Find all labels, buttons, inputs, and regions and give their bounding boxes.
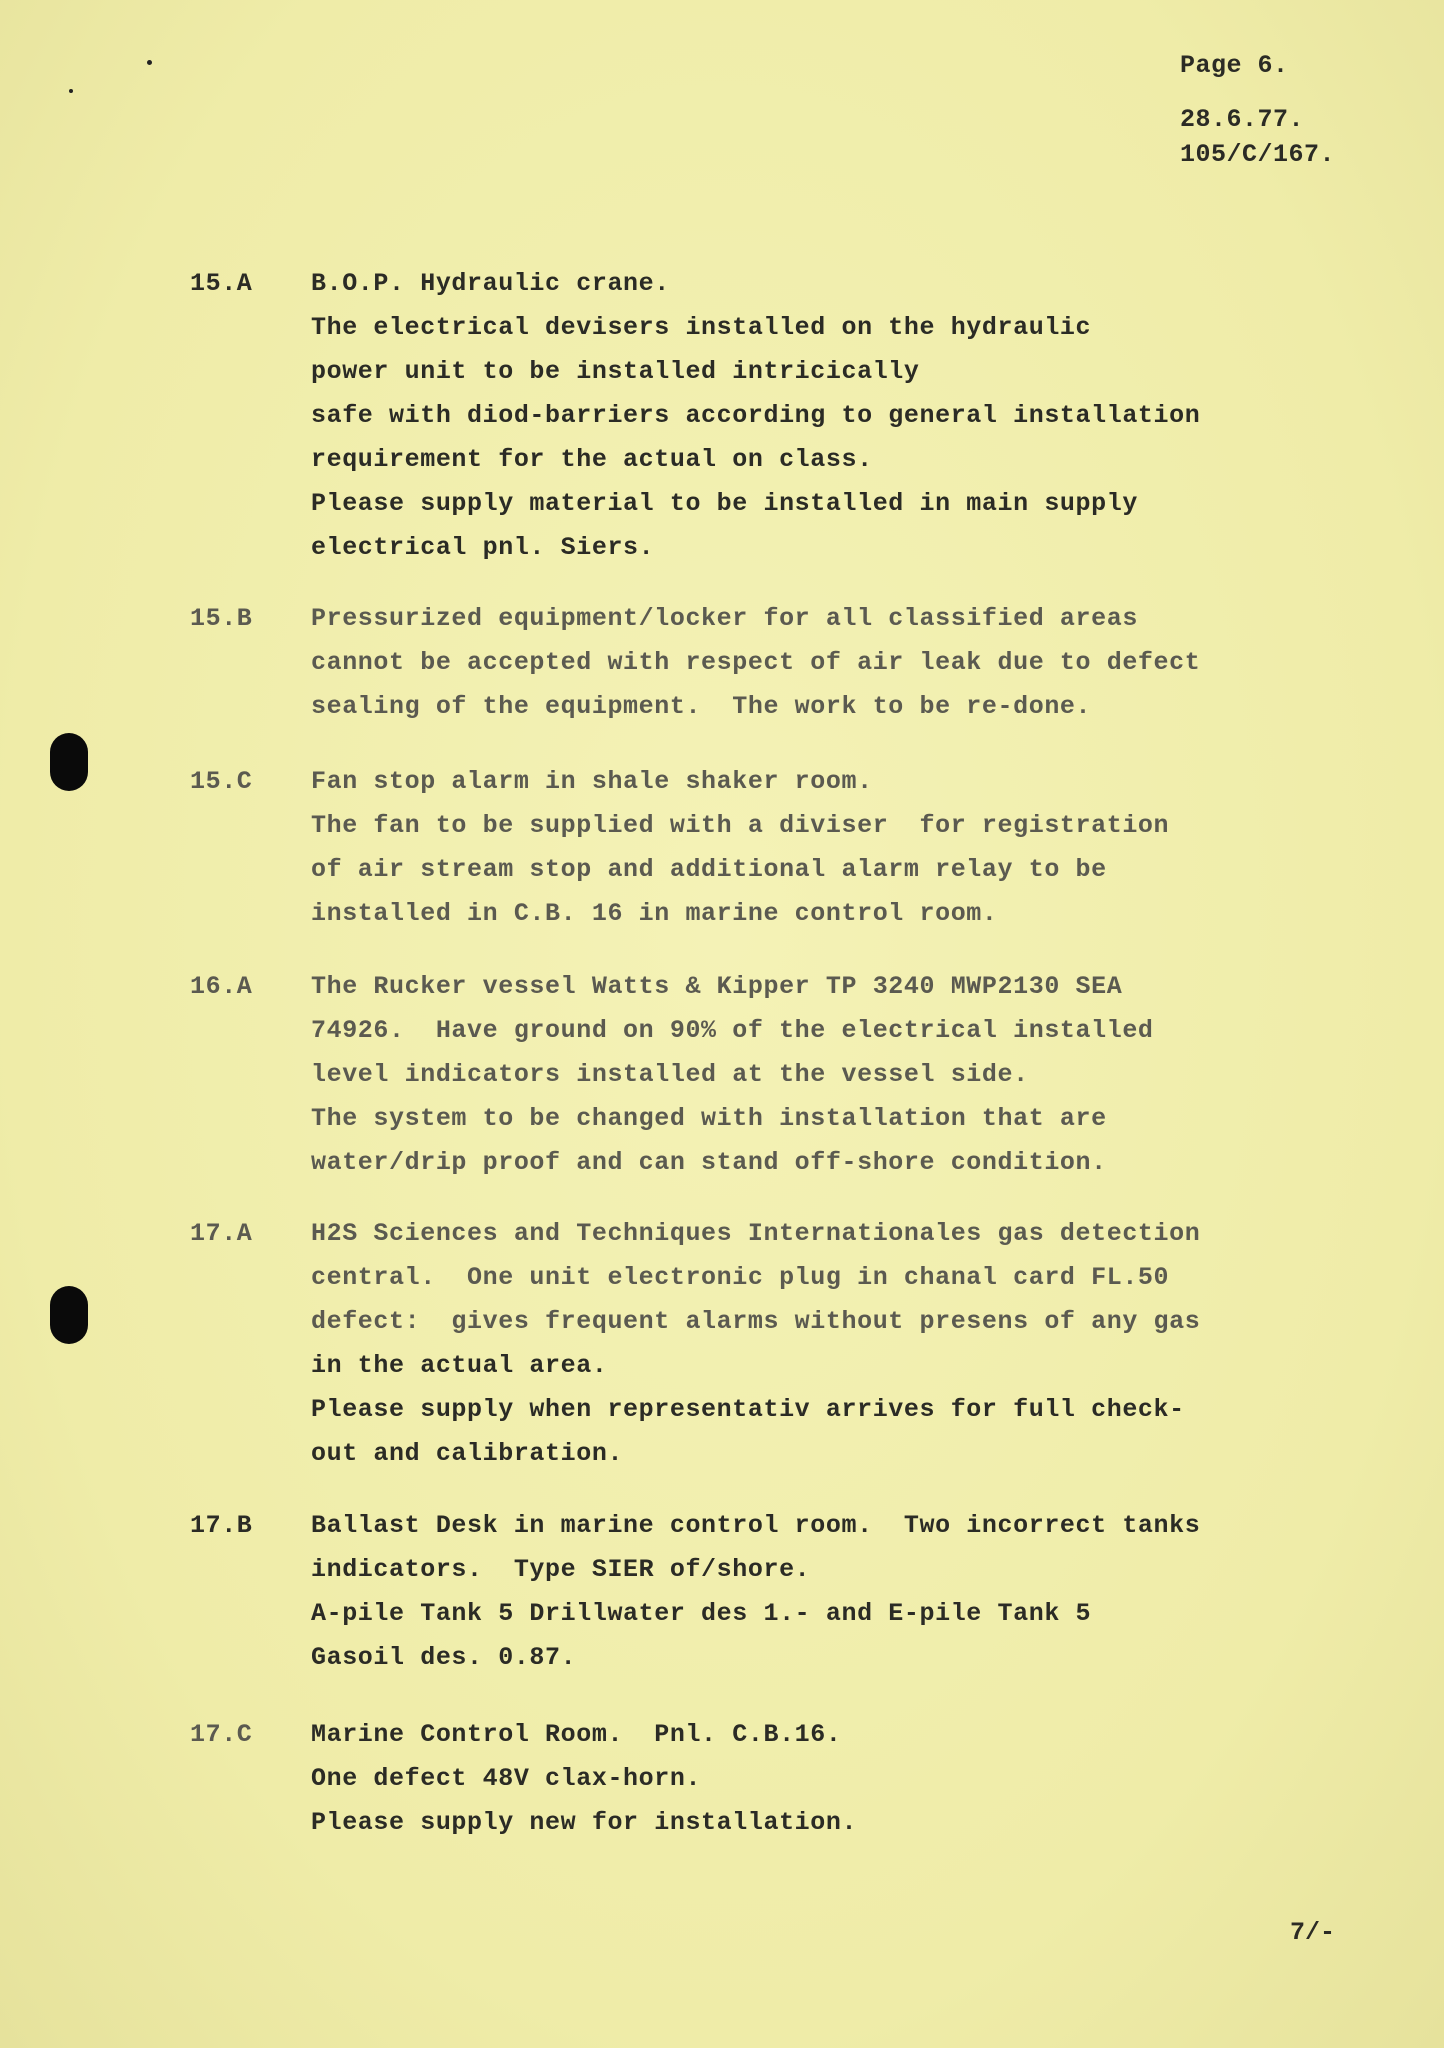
document-reference: 105/C/167.	[1180, 140, 1336, 169]
item-number: 17.C	[190, 1720, 253, 1749]
item-line: defect: gives frequent alarms without presens of any gas	[311, 1307, 1201, 1336]
item-line: in the actual area.	[311, 1351, 608, 1380]
item-text	[311, 1212, 1341, 1476]
item-text	[311, 597, 1341, 729]
item-line: The electrical devisers installed on the hydraulic	[311, 313, 1092, 342]
item-line: of air stream stop and additional alarm relay to be	[311, 855, 1107, 884]
item-line: Gasoil des. 0.87.	[311, 1643, 577, 1672]
item-number: 17.B	[190, 1511, 253, 1540]
item-text	[311, 1504, 1341, 1680]
item-number: 17.A	[190, 1219, 253, 1248]
item-line: central. One unit electronic plug in chanal card FL.50	[311, 1263, 1170, 1292]
speck	[69, 89, 73, 93]
item-line: power unit to be installed intricically	[311, 357, 920, 386]
document-date: 28.6.77.	[1180, 105, 1305, 134]
item-line: Ballast Desk in marine control room. Two incorrect tanks	[311, 1511, 1201, 1540]
item-line: out and calibration.	[311, 1439, 624, 1468]
item-line: One defect 48V clax-horn.	[311, 1764, 702, 1793]
item-line: sealing of the equipment. The work to be re-done.	[311, 692, 1092, 721]
speck	[147, 60, 152, 65]
item-line: B.O.P. Hydraulic crane.	[311, 269, 670, 298]
item-line: cannot be accepted with respect of air leak due to defect	[311, 648, 1201, 677]
item-text	[311, 1713, 1341, 1845]
item-line: requirement for the actual on class.	[311, 445, 873, 474]
item-line: level indicators installed at the vessel side.	[311, 1060, 1029, 1089]
continuation-marker: 7/-	[1290, 1918, 1336, 1947]
page-header	[1180, 44, 1335, 172]
item-number: 15.C	[190, 767, 253, 796]
item-line: Please supply material to be installed in main supply	[311, 489, 1138, 518]
item-line: H2S Sciences and Techniques Internationales gas detection	[311, 1219, 1201, 1248]
item-line: Pressurized equipment/locker for all classified areas	[311, 604, 1138, 633]
item-text	[311, 760, 1341, 936]
item-number: 15.A	[190, 269, 253, 298]
item-text	[311, 262, 1341, 570]
punch-hole-top	[50, 733, 88, 791]
item-line: The fan to be supplied with a diviser for registration	[311, 811, 1170, 840]
punch-hole-bottom	[50, 1286, 88, 1344]
item-line: safe with diod-barriers according to general installation	[311, 401, 1201, 430]
page-number: Page 6.	[1180, 51, 1289, 80]
item-line: Please supply when representativ arrives for full check-	[311, 1395, 1185, 1424]
item-line: 74926. Have ground on 90% of the electrical installed	[311, 1016, 1154, 1045]
item-line: indicators. Type SIER of/shore.	[311, 1555, 811, 1584]
item-line: Marine Control Room. Pnl. C.B.16.	[311, 1720, 842, 1749]
item-line: water/drip proof and can stand off-shore condition.	[311, 1148, 1107, 1177]
item-number: 16.A	[190, 972, 253, 1001]
item-number: 15.B	[190, 604, 253, 633]
item-line: Fan stop alarm in shale shaker room.	[311, 767, 873, 796]
item-line: installed in C.B. 16 in marine control room.	[311, 899, 998, 928]
item-line: A-pile Tank 5 Drillwater des 1.- and E-pile Tank 5	[311, 1599, 1092, 1628]
item-line: electrical pnl. Siers.	[311, 533, 655, 562]
item-line: The Rucker vessel Watts & Kipper TP 3240 MWP2130 SEA	[311, 972, 1123, 1001]
item-line: The system to be changed with installation that are	[311, 1104, 1107, 1133]
item-text	[311, 965, 1341, 1185]
item-line: Please supply new for installation.	[311, 1808, 858, 1837]
